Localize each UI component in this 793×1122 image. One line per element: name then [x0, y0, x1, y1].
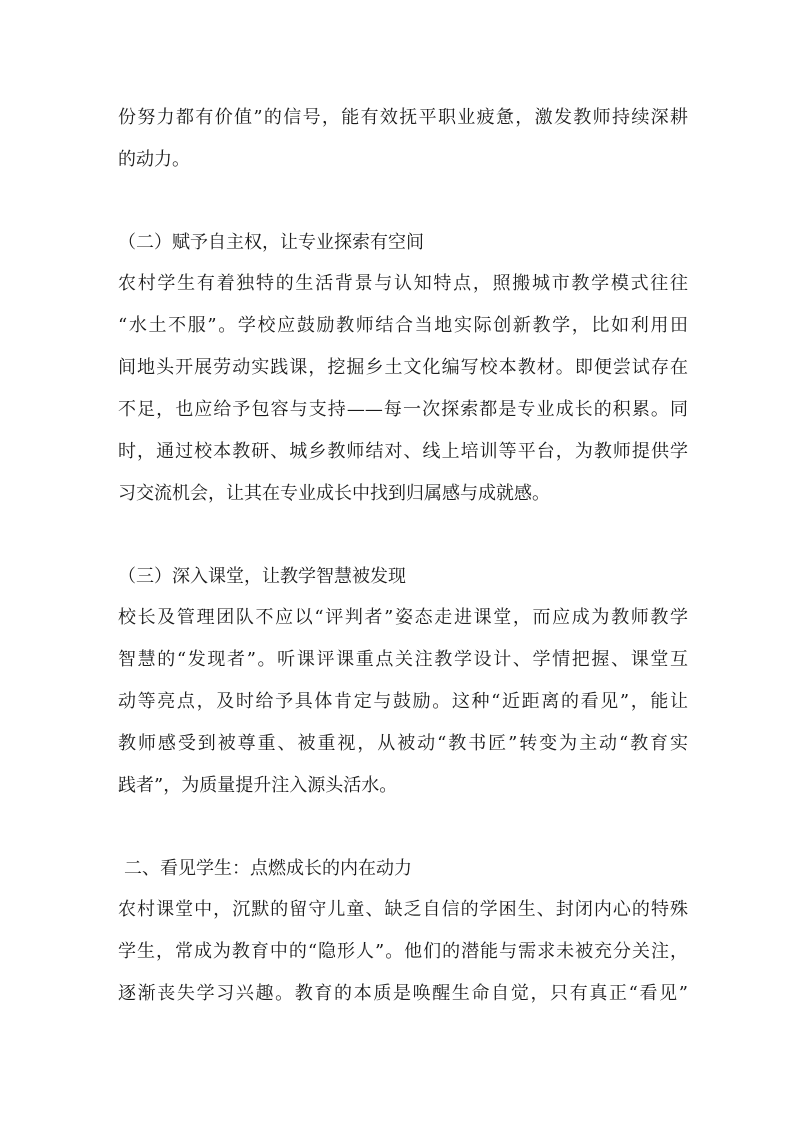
body-text-line: 时，通过校本教研、城乡教师结对、线上培训等平台，为教师提供学 [118, 441, 688, 462]
body-text-line: 践者”，为质量提升注入源头活水。 [118, 775, 398, 796]
section-heading: 二、看见学生：点燃成长的内在动力 [124, 858, 412, 879]
body-text-line: 校长及管理团队不应以“评判者”姿态走进课堂，而应成为教师教学 [118, 607, 688, 628]
body-text-line: 教师感受到被尊重、被重视，从被动“教书匠”转变为主动“教育实 [118, 733, 688, 754]
body-text-line: 农村课堂中，沉默的留守儿童、缺乏自信的学困生、封闭内心的特殊 [118, 899, 688, 920]
body-text-line: 间地头开展劳动实践课，挖掘乡土文化编写校本教材。即便尝试存在 [118, 357, 688, 378]
body-text-line: “水土不服”。学校应鼓励教师结合当地实际创新教学，比如利用田 [118, 315, 688, 336]
body-text-line: 动等亮点，及时给予具体肯定与鼓励。这种“近距离的看见”，能让 [118, 691, 688, 712]
body-text-line: 农村学生有着独特的生活背景与认知特点，照搬城市教学模式往往 [118, 273, 688, 294]
section-heading: （二）赋予自主权，让专业探索有空间 [118, 232, 424, 253]
body-text-line: 份努力都有价值”的信号，能有效抚平职业疲惫，激发教师持续深耕 [118, 107, 688, 128]
body-text-line: 智慧的“发现者”。听课评课重点关注教学设计、学情把握、课堂互 [118, 649, 688, 670]
body-text-line: 逐渐丧失学习兴趣。教育的本质是唤醒生命自觉，只有真正“看见” [118, 983, 688, 1004]
section-heading: （三）深入课堂，让教学智慧被发现 [118, 566, 406, 587]
body-text-line: 学生，常成为教育中的“隐形人”。他们的潜能与需求未被充分关注， [118, 941, 688, 962]
body-text-line: 不足，也应给予包容与支持——每一次探索都是专业成长的积累。同 [118, 399, 688, 420]
body-text-line: 的动力。 [118, 149, 190, 170]
body-text-line: 习交流机会，让其在专业成长中找到归属感与成就感。 [118, 483, 550, 504]
